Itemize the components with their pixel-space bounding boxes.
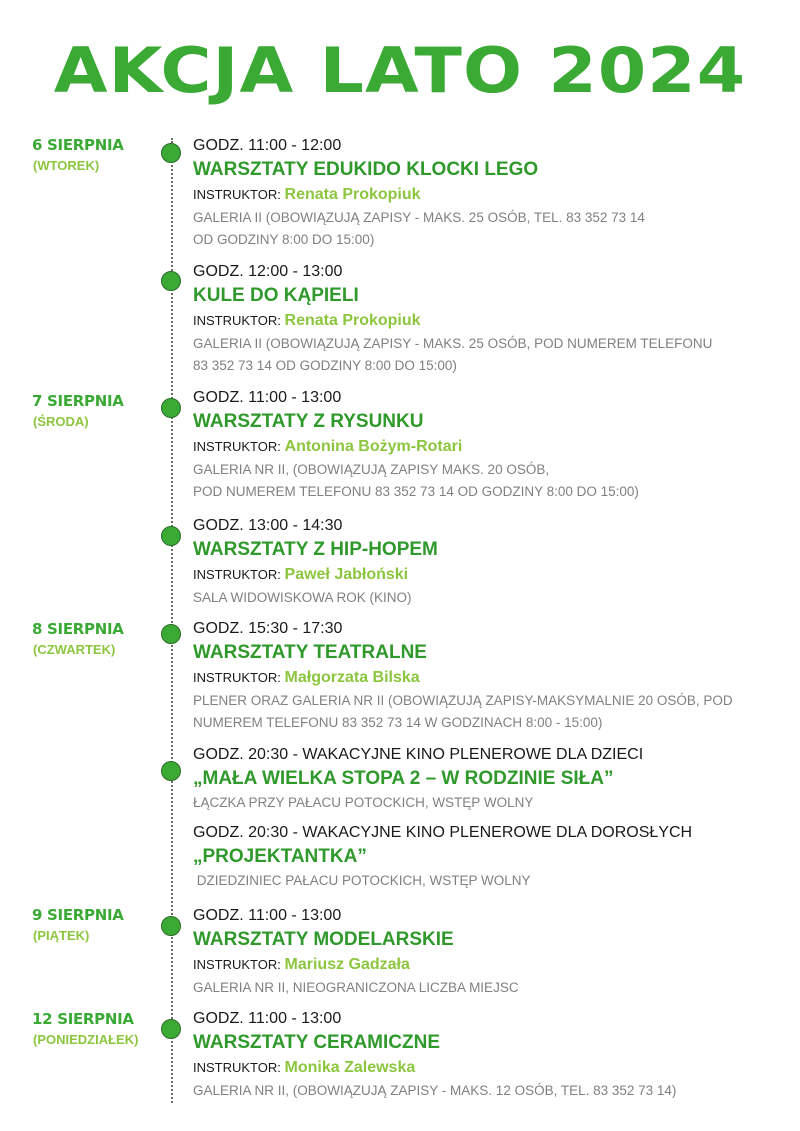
- weekday-label: (ŚRODA): [33, 414, 89, 429]
- event-info-line: 83 352 73 14 OD GODZINY 8:00 DO 15:00): [193, 358, 457, 373]
- event-time: GODZ. 11:00 - 12:00: [193, 137, 342, 154]
- instructor-label: INSTRUKTOR:: [193, 187, 281, 202]
- event-time: GODZ. 15:30 - 17:30: [193, 620, 343, 637]
- timeline-dot: [161, 624, 181, 644]
- event-name: WARSZTATY CERAMICZNE: [193, 1032, 440, 1053]
- event-instructor: [193, 183, 783, 207]
- event-instructor: [193, 309, 783, 333]
- event-kino-dorosli: [193, 822, 783, 892]
- date-label: 8 SIERPNIA: [32, 620, 124, 638]
- event-info-line: GALERIA NR II, (OBOWIĄZUJĄ ZAPISY MAKS. 20 OSÓB,: [193, 462, 550, 477]
- timeline-dot: [161, 271, 181, 291]
- event-name: „MAŁA WIELKA STOPA 2 – W RODZINIE SIŁA”: [193, 768, 614, 789]
- date-label: 12 SIERPNIA: [32, 1010, 134, 1028]
- event-info-line: OD GODZINY 8:00 DO 15:00): [193, 232, 375, 247]
- event-instructor: [193, 435, 783, 459]
- event-instructor: [193, 953, 783, 977]
- timeline-dot: [161, 1019, 181, 1039]
- weekday-label: (PONIEDZIAŁEK): [33, 1032, 139, 1047]
- event-modelarskie: [193, 905, 783, 999]
- event-time: GODZ. 11:00 - 13:00: [193, 389, 342, 406]
- event-info-line: GALERIA II (OBOWIĄZUJĄ ZAPISY - MAKS. 25 OSÓB, TEL. 83 352 73 14: [193, 210, 645, 225]
- event-teatr: [193, 618, 783, 734]
- timeline-dot: [161, 398, 181, 418]
- weekday-label: (WTOREK): [33, 158, 100, 173]
- event-info-line: ŁĄCZKA PRZY PAŁACU POTOCKICH, WSTĘP WOLNY: [193, 795, 534, 810]
- event-name: WARSZTATY Z HIP-HOPEM: [193, 539, 438, 560]
- event-info-line: GALERIA II (OBOWIĄZUJĄ ZAPISY - MAKS. 25 OSÓB, POD NUMEREM TELEFONU: [193, 336, 713, 351]
- event-time: GODZ. 11:00 - 13:00: [193, 907, 342, 924]
- instructor-name: Renata Prokopiuk: [284, 186, 421, 203]
- instructor-name: Renata Prokopiuk: [284, 312, 421, 329]
- event-name: WARSZTATY Z RYSUNKU: [193, 411, 424, 432]
- instructor-name: Mariusz Gadzała: [284, 956, 410, 973]
- event-time: GODZ. 11:00 - 13:00: [193, 1010, 342, 1027]
- date-label: 7 SIERPNIA: [32, 392, 124, 410]
- instructor-label: INSTRUKTOR:: [193, 1060, 281, 1075]
- date-label: 6 SIERPNIA: [32, 136, 124, 154]
- event-time: GODZ. 12:00 - 13:00: [193, 263, 343, 280]
- event-info-line: DZIEDZINIEC PAŁACU POTOCKICH, WSTĘP WOLNY: [193, 873, 531, 888]
- event-info-line: NUMEREM TELEFONU 83 352 73 14 W GODZINACH 8:00 - 15:00): [193, 715, 603, 730]
- event-kule: [193, 261, 783, 377]
- event-info-line: POD NUMEREM TELEFONU 83 352 73 14 OD GODZINY 8:00 DO 15:00): [193, 484, 639, 499]
- event-rysunek: [193, 387, 783, 503]
- event-ceramiczne: [193, 1008, 783, 1102]
- instructor-label: INSTRUKTOR:: [193, 567, 281, 582]
- event-hiphop: [193, 515, 783, 609]
- event-name: KULE DO KĄPIELI: [193, 285, 359, 306]
- event-name: WARSZTATY TEATRALNE: [193, 642, 427, 663]
- instructor-label: INSTRUKTOR:: [193, 313, 281, 328]
- event-time: GODZ. 20:30 - WAKACYJNE KINO PLENEROWE DLA DOROSŁYCH: [193, 824, 693, 841]
- event-info-line: GALERIA NR II, NIEOGRANICZONA LICZBA MIEJSC: [193, 980, 519, 995]
- event-kino-dzieci: [193, 744, 783, 814]
- event-instructor: [193, 563, 783, 587]
- event-info-line: GALERIA NR II, (OBOWIĄZUJĄ ZAPISY - MAKS. 12 OSÓB, TEL. 83 352 73 14): [193, 1083, 677, 1098]
- event-name: „PROJEKTANTKA”: [193, 846, 367, 867]
- event-instructor: [193, 1056, 783, 1080]
- page-title: AKCJA LATO 2024: [53, 34, 747, 107]
- weekday-label: (CZWARTEK): [33, 642, 116, 657]
- instructor-label: INSTRUKTOR:: [193, 439, 281, 454]
- timeline-dot: [161, 916, 181, 936]
- event-info-line: PLENER ORAZ GALERIA NR II (OBOWIĄZUJĄ ZAPISY-MAKSYMALNIE 20 OSÓB, POD: [193, 693, 733, 708]
- timeline-dot: [161, 526, 181, 546]
- event-time: GODZ. 20:30 - WAKACYJNE KINO PLENEROWE DLA DZIECI: [193, 746, 644, 763]
- instructor-label: INSTRUKTOR:: [193, 670, 281, 685]
- instructor-name: Antonina Bożym-Rotari: [284, 438, 463, 455]
- event-time: GODZ. 13:00 - 14:30: [193, 517, 343, 534]
- event-name: WARSZTATY MODELARSKIE: [193, 929, 454, 950]
- event-lego: [193, 135, 783, 251]
- date-label: 9 SIERPNIA: [32, 906, 124, 924]
- instructor-name: Monika Zalewska: [284, 1059, 416, 1076]
- weekday-label: (PIĄTEK): [33, 928, 90, 943]
- timeline-dot: [161, 761, 181, 781]
- event-info-line: SALA WIDOWISKOWA ROK (KINO): [193, 590, 412, 605]
- timeline-dot: [161, 143, 181, 163]
- instructor-label: INSTRUKTOR:: [193, 957, 281, 972]
- instructor-name: Paweł Jabłoński: [284, 566, 409, 583]
- instructor-name: Małgorzata Bilska: [284, 669, 420, 686]
- event-instructor: [193, 666, 783, 690]
- event-name: WARSZTATY EDUKIDO KLOCKI LEGO: [193, 159, 539, 180]
